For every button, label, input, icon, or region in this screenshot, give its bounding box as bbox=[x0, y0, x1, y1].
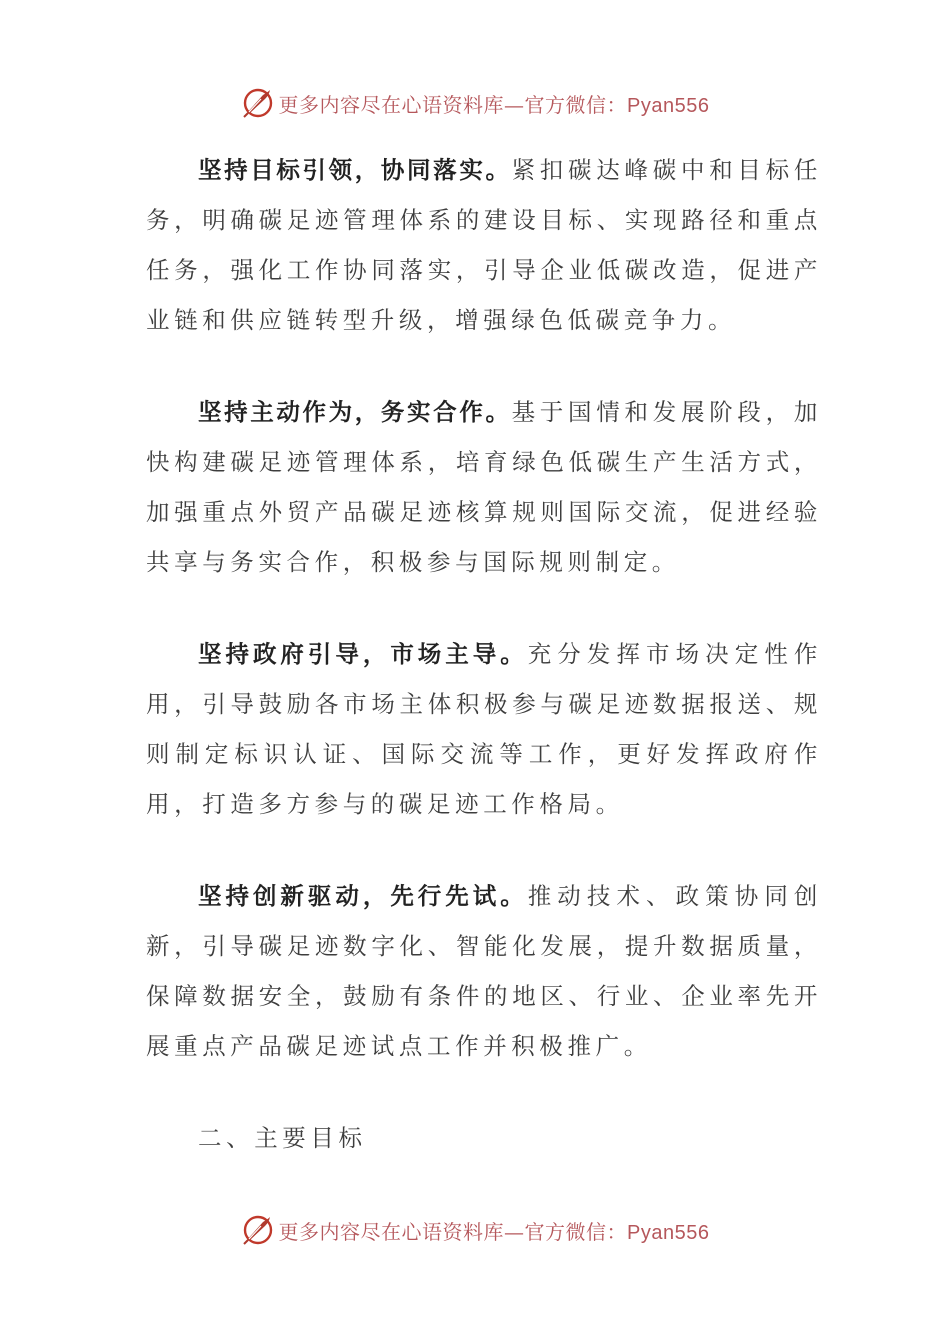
document-body bbox=[146, 145, 822, 1163]
banner-wechat-id: Pyan556 bbox=[627, 1221, 710, 1244]
paragraph-lead: 坚持政府引导，市场主导。 bbox=[198, 640, 528, 668]
paragraph-text: 基于国情和发展阶段，加快构建碳足迹管理体系，培育绿色低碳生产生活方式，加强重点外贸产品碳足迹核算规则国际交流，促进经验共享与务实合作，积极参与国际规则制定。 bbox=[146, 398, 822, 576]
paragraph-text: 紧扣碳达峰碳中和目标任务，明确碳足迹管理体系的建设目标、实现路径和重点任务，强化工作协同落实，引导企业低碳改造，促进产业链和供应链转型升级，增强绿色低碳竞争力。 bbox=[146, 156, 822, 334]
feather-pen-logo-icon bbox=[241, 86, 275, 120]
footer-banner bbox=[0, 1210, 950, 1250]
banner-wechat-id: Pyan556 bbox=[627, 94, 710, 117]
banner-label: 更多内容尽在心语资料库—官方微信： bbox=[278, 92, 628, 117]
paragraph-2 bbox=[146, 387, 822, 587]
banner-text bbox=[279, 89, 710, 118]
banner-text bbox=[279, 1216, 710, 1245]
paragraph-lead: 坚持目标引领，协同落实。 bbox=[198, 156, 512, 184]
section-heading: 二、主要目标 bbox=[198, 1124, 367, 1152]
paragraph-text: 推动技术、政策协同创新，引导碳足迹数字化、智能化发展，提升数据质量，保障数据安全，鼓励有条件的地区、行业、企业率先开展重点产品碳足迹试点工作并积极推广。 bbox=[146, 882, 823, 1060]
paragraph-lead: 坚持主动作为，务实合作。 bbox=[198, 398, 512, 426]
banner-label: 更多内容尽在心语资料库—官方微信： bbox=[278, 1219, 628, 1244]
header-banner bbox=[0, 83, 950, 123]
paragraph-3 bbox=[146, 629, 822, 829]
paragraph-lead: 坚持创新驱动，先行先试。 bbox=[198, 882, 528, 910]
paragraph-text: 充分发挥市场决定性作用，引导鼓励各市场主体积极参与碳足迹数据报送、规则制定标识认证、国际交流等工作，更好发挥政府作用，打造多方参与的碳足迹工作格局。 bbox=[146, 640, 823, 818]
paragraph-4 bbox=[146, 871, 822, 1071]
feather-pen-logo-icon bbox=[241, 1213, 275, 1247]
paragraph-1 bbox=[146, 145, 822, 345]
